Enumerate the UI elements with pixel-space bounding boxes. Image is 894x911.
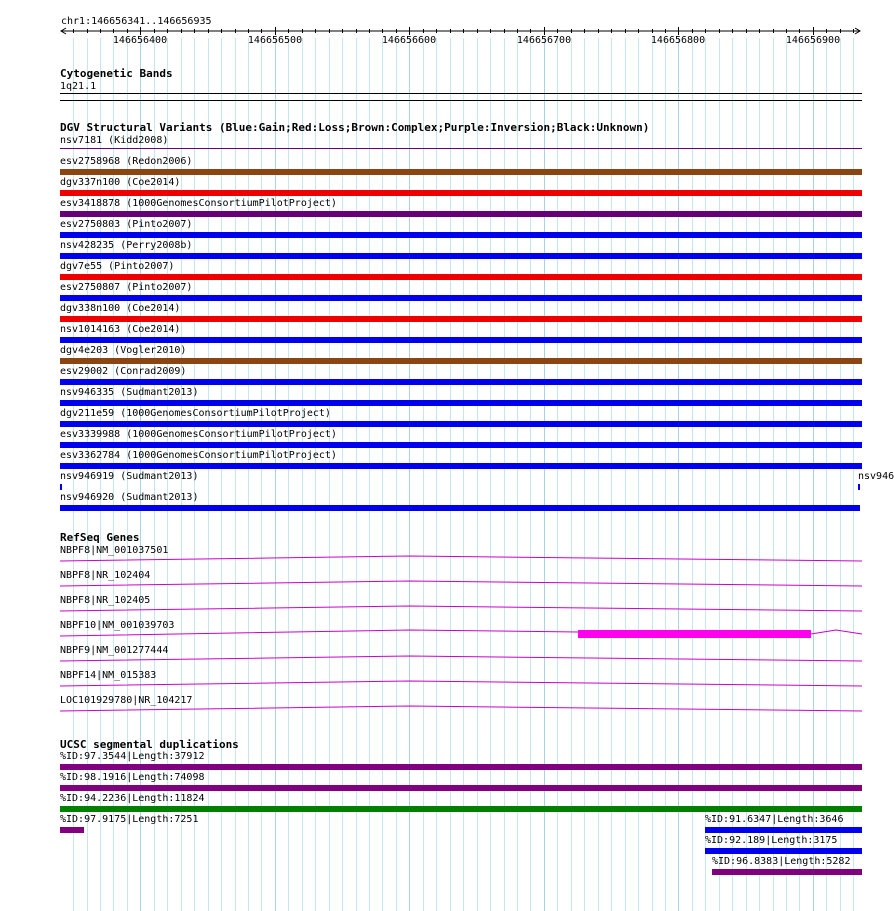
intron-line [811, 630, 862, 634]
dgv-item-label[interactable]: nsv946919 (Sudmant2013) [60, 471, 199, 482]
dgv-variant-bar[interactable] [60, 190, 862, 196]
segdup-bar[interactable] [712, 869, 862, 875]
refseq-gene-label[interactable]: NBPF10|NM_001039703 [60, 620, 175, 631]
dgv-item-label[interactable]: nsv1014163 (Coe2014) [60, 324, 181, 335]
segdup-item-label[interactable]: %ID:96.8383|Length:5282 [712, 856, 851, 867]
segdup-item-label[interactable]: %ID:98.1916|Length:74098 [60, 772, 205, 783]
ruler-tick-label: 146656700 [516, 35, 572, 46]
intron-line [60, 581, 862, 586]
refseq-gene-label[interactable]: NBPF8|NR_102405 [60, 595, 151, 606]
dgv-variant-bar[interactable] [60, 169, 862, 175]
refseq-gene-label[interactable]: NBPF8|NM_001037501 [60, 545, 169, 556]
dgv-track-title[interactable]: DGV Structural Variants (Blue:Gain;Red:Loss;Brown:Complex;Purple:Inversion;Black:Unknown) [60, 121, 650, 134]
intron-line [60, 681, 862, 686]
intron-line [60, 630, 578, 636]
refseq-gene-model[interactable] [0, 577, 890, 591]
cytoband-line-bottom [60, 100, 862, 101]
segdup-bar[interactable] [705, 848, 862, 854]
segdup-item-label[interactable]: %ID:91.6347|Length:3646 [705, 814, 844, 825]
dgv-variant-bar[interactable] [60, 316, 862, 322]
dgv-variant-bar[interactable] [60, 295, 862, 301]
cytoband-track-title[interactable]: Cytogenetic Bands [60, 67, 173, 80]
segdup-item-label[interactable]: %ID:97.3544|Length:37912 [60, 751, 205, 762]
dgv-item-label[interactable]: dgv338n100 (Coe2014) [60, 303, 181, 314]
refseq-gene-label[interactable]: NBPF9|NM_001277444 [60, 645, 169, 656]
dgv-item-label[interactable]: esv2750807 (Pinto2007) [60, 282, 193, 293]
dgv-variant-bar[interactable] [60, 253, 862, 259]
dgv-item-label[interactable]: nsv7181 (Kidd2008) [60, 135, 169, 146]
dgv-item-label[interactable]: nsv946920 (Sudmant2013) [60, 492, 199, 503]
dgv-item-label[interactable]: nsv428235 (Perry2008b) [60, 240, 193, 251]
segdup-track-title[interactable]: UCSC segmental duplications [60, 738, 239, 751]
dgv-variant-bar[interactable] [60, 463, 862, 469]
dgv-variant-bar[interactable] [60, 442, 862, 448]
dgv-variant-bar[interactable] [60, 505, 860, 511]
dgv-variant-bar[interactable] [60, 421, 862, 427]
segdup-bar[interactable] [60, 827, 84, 833]
dgv-item-label[interactable]: esv2758968 (Redon2006) [60, 156, 193, 167]
dgv-item-label[interactable]: nsv946335 (Sudmant2013) [60, 387, 199, 398]
dgv-item-label[interactable]: dgv4e203 (Vogler2010) [60, 345, 187, 356]
refseq-gene-model[interactable] [0, 677, 890, 691]
intron-line [60, 606, 862, 611]
dgv-variant-bar[interactable] [60, 148, 862, 149]
dgv-item-label[interactable]: dgv337n100 (Coe2014) [60, 177, 181, 188]
ruler-tick-label: 146656400 [112, 35, 168, 46]
refseq-gene-label[interactable]: LOC101929780|NR_104217 [60, 695, 193, 706]
refseq-gene-model[interactable] [0, 552, 890, 566]
exon-block [578, 630, 811, 638]
dgv-item-label[interactable]: esv3339988 (1000GenomesConsortiumPilotProject) [60, 429, 337, 440]
segdup-bar[interactable] [60, 785, 862, 791]
dgv-variant-bar-stub[interactable] [60, 484, 62, 490]
dgv-variant-bar[interactable] [60, 274, 862, 280]
dgv-item-label[interactable]: esv2750803 (Pinto2007) [60, 219, 193, 230]
region-label: chr1:146656341..146656935 [61, 16, 212, 27]
segdup-bar[interactable] [60, 806, 862, 812]
ruler-tick-label: 146656900 [785, 35, 841, 46]
dgv-item-edge-label[interactable]: nsv946 [858, 471, 894, 482]
cytoband-label: 1q21.1 [60, 81, 97, 92]
dgv-variant-bar-stub[interactable] [858, 484, 860, 490]
ruler-tick-label: 146656600 [381, 35, 437, 46]
refseq-gene-model[interactable] [0, 602, 890, 616]
segdup-bar[interactable] [60, 764, 862, 770]
intron-line [60, 706, 862, 711]
ruler-tick-label: 146656500 [247, 35, 303, 46]
dgv-variant-bar[interactable] [60, 211, 862, 217]
segdup-bar[interactable] [705, 827, 862, 833]
dgv-variant-bar[interactable] [60, 379, 862, 385]
ruler-tick-label: 146656800 [650, 35, 706, 46]
refseq-gene-label[interactable]: NBPF14|NM_015383 [60, 670, 157, 681]
segdup-item-label[interactable]: %ID:97.9175|Length:7251 [60, 814, 199, 825]
dgv-variant-bar[interactable] [60, 400, 862, 406]
dgv-item-label[interactable]: dgv7e55 (Pinto2007) [60, 261, 175, 272]
intron-line [60, 656, 862, 661]
cytoband-line[interactable] [60, 93, 862, 94]
segdup-item-label[interactable]: %ID:92.189|Length:3175 [705, 835, 838, 846]
dgv-variant-bar[interactable] [60, 337, 862, 343]
dgv-item-label[interactable]: esv3418878 (1000GenomesConsortiumPilotProject) [60, 198, 337, 209]
refseq-gene-model[interactable] [0, 652, 890, 666]
refseq-gene-model[interactable] [0, 627, 890, 641]
refseq-track-title[interactable]: RefSeq Genes [60, 531, 140, 544]
dgv-item-label[interactable]: dgv211e59 (1000GenomesConsortiumPilotProject) [60, 408, 331, 419]
refseq-gene-label[interactable]: NBPF8|NR_102404 [60, 570, 151, 581]
dgv-variant-bar[interactable] [60, 232, 862, 238]
dgv-item-label[interactable]: esv3362784 (1000GenomesConsortiumPilotProject) [60, 450, 337, 461]
segdup-item-label[interactable]: %ID:94.2236|Length:11824 [60, 793, 205, 804]
intron-line [60, 556, 862, 561]
refseq-gene-model[interactable] [0, 702, 890, 716]
dgv-item-label[interactable]: esv29002 (Conrad2009) [60, 366, 187, 377]
dgv-variant-bar[interactable] [60, 358, 862, 364]
